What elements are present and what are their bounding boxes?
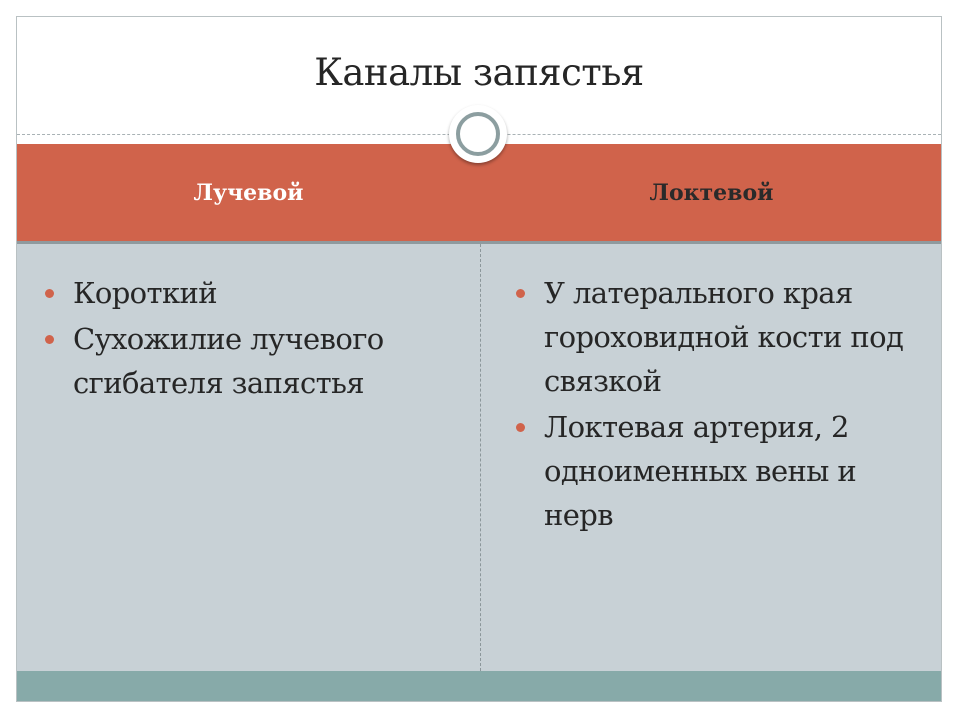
footer-band bbox=[17, 671, 941, 702]
bullet-text: Короткий bbox=[73, 276, 217, 310]
bullet-dot-icon bbox=[45, 335, 54, 344]
slide bbox=[16, 16, 942, 702]
slide-title: Каналы запястья bbox=[314, 51, 644, 94]
bullet-text: Локтевая артерия, 2 одноименных вены и нерв bbox=[544, 410, 857, 532]
bullet-text: У латерального края гороховидной кости под связкой bbox=[544, 276, 904, 398]
column-divider bbox=[480, 244, 481, 671]
list-item bbox=[514, 405, 924, 537]
ring-icon bbox=[449, 105, 507, 163]
ring-inner bbox=[456, 112, 500, 156]
column-header-radial: Лучевой bbox=[193, 179, 304, 206]
ulnar-bullet-list bbox=[514, 271, 924, 539]
list-item bbox=[43, 271, 463, 315]
column-header-ulnar: Локтевой bbox=[649, 179, 774, 206]
bullet-dot-icon bbox=[45, 289, 54, 298]
list-item bbox=[43, 317, 463, 405]
bullet-dot-icon bbox=[516, 289, 525, 298]
list-item bbox=[514, 271, 924, 403]
bullet-dot-icon bbox=[516, 423, 525, 432]
table-body bbox=[17, 244, 941, 671]
radial-bullet-list bbox=[43, 271, 463, 407]
bullet-text: Сухожилие лучевого сгибателя запястья bbox=[73, 322, 384, 400]
